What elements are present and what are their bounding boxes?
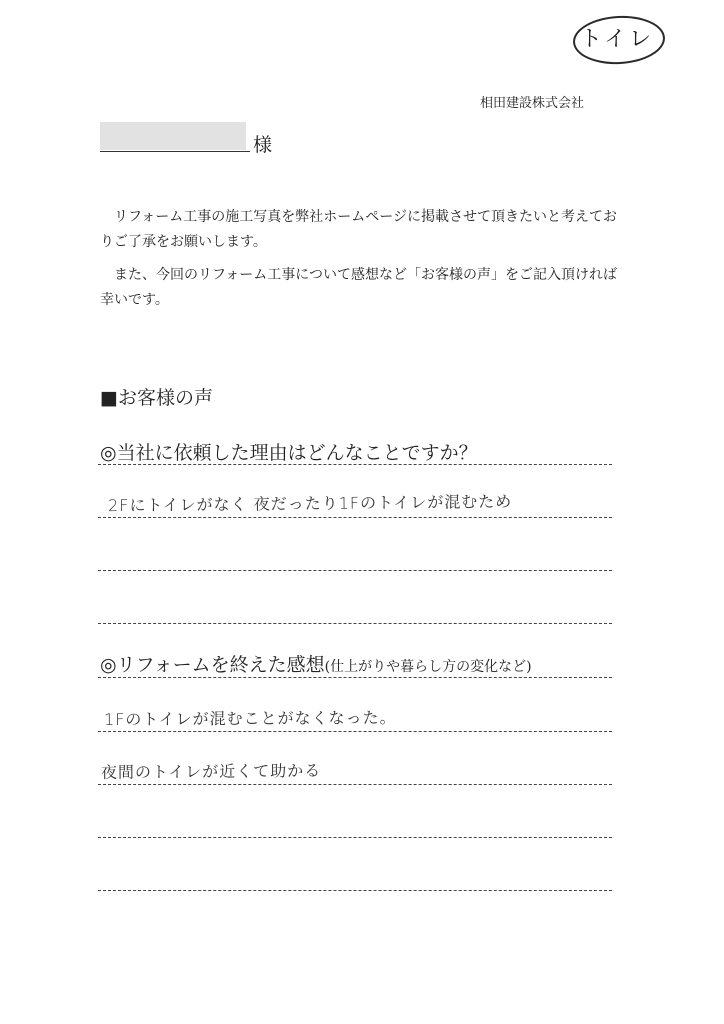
company-name: 相田建設株式会社 — [480, 96, 585, 111]
answer-1-line-1: 2Fにトイレがなく 夜だったり1Fのトイレが混むため — [107, 491, 513, 516]
answer-line — [98, 517, 612, 518]
intro-paragraph-1: リフォーム工事の施工写真を弊社ホームページに掲載させて頂きたいと考えておりご了承をお願いします。 — [100, 209, 618, 250]
category-stamp-label: トイレ — [580, 27, 654, 52]
question-2 — [100, 650, 532, 677]
answer-line — [98, 890, 612, 891]
answer-line — [98, 731, 612, 732]
answer-2-line-1: 1Fのトイレが混むことがなくなった。 — [103, 707, 397, 730]
question-1 — [100, 438, 478, 465]
answer-line — [98, 464, 612, 465]
answer-line — [98, 677, 612, 678]
question-1-text: ◎当社に依頼した理由はどんなことですか？ — [100, 442, 478, 464]
question-2-note: (仕上がりや暮らし方の変化など) — [324, 659, 532, 675]
question-2-text: ◎リフォームを終えた感想 — [100, 654, 325, 676]
answer-2-line-2: 夜間のトイレが近くて助かる — [100, 761, 322, 782]
honorific: 様 — [253, 134, 273, 156]
redacted-customer-name — [100, 122, 246, 150]
answer-line — [98, 784, 612, 785]
name-underline — [100, 151, 250, 152]
section-title: ■お客様の声 — [100, 387, 213, 409]
answer-line — [98, 837, 612, 838]
intro-paragraph-2: また、今回のリフォーム工事について感想など「お客様の声」をご記入頂ければ幸いです。 — [100, 267, 618, 308]
answer-line — [98, 623, 612, 624]
answer-line — [98, 570, 612, 571]
